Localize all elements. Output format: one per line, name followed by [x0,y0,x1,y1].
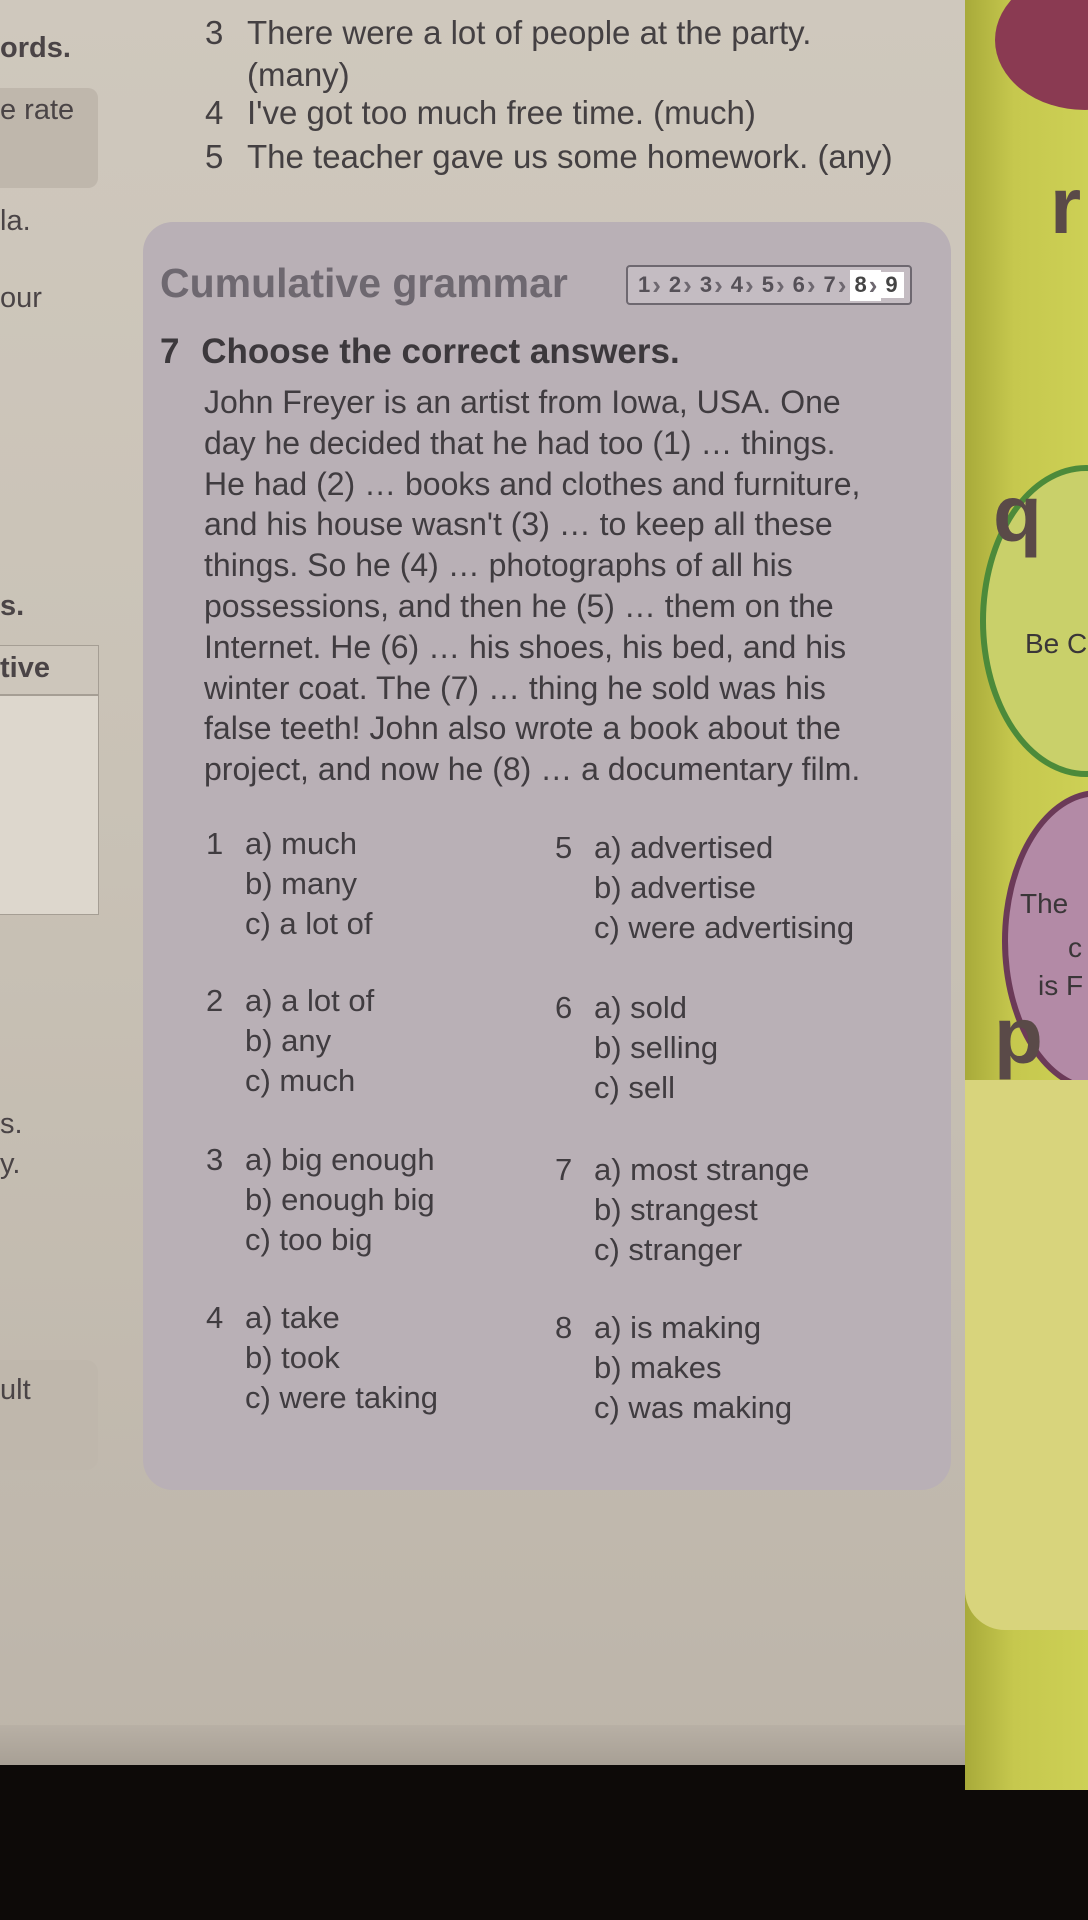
task-paragraph [204,382,924,790]
page-edge [0,1725,970,1765]
answer-option[interactable]: b) advertise [594,870,756,905]
right-text-2: The [1020,888,1069,919]
item-text: The teacher gave us some homework. (any) [247,138,893,175]
unit-step-current: 8 › [850,270,881,301]
unit-step: 4 › [727,270,758,301]
left-fragment: ult [0,1374,31,1406]
answer-option[interactable]: c) sell [594,1070,675,1105]
paragraph-line: and his house wasn't (3) … to keep all these [204,506,833,543]
answer-option[interactable]: b) selling [594,1030,719,1065]
letter-p: p [994,991,1043,1080]
item-text: (many) [247,56,350,93]
left-fragment: our [0,282,42,314]
answer-option[interactable]: c) were taking [245,1380,438,1415]
answer-option[interactable]: c) too big [245,1222,373,1257]
question-number: 2 [206,983,224,1018]
answer-option[interactable]: b) enough big [245,1182,435,1217]
paragraph-line: project, and now he (8) … a documentary film. [204,751,861,788]
unit-step: 7 › [820,270,851,301]
left-fragment: s. [0,590,25,622]
unit-step: 3 › [696,270,727,301]
left-fragment: y. [0,1148,21,1180]
letter-q: q [993,469,1042,558]
left-fragment: tive [0,652,50,684]
unit-step: 5 › [758,270,789,301]
question-number: 6 [555,990,573,1025]
paragraph-line: John Freyer is an artist from Iowa, USA. One [204,384,841,420]
unit-step: 2 › [665,270,696,301]
item-number: 5 [205,138,224,175]
cream-shape [965,1080,1088,1630]
paragraph-line: winter coat. The (7) … thing he sold was his [204,669,826,706]
item-number: 4 [205,94,224,131]
answer-option[interactable]: b) any [245,1023,332,1058]
task-number: 7 [160,332,180,371]
question-number: 8 [555,1310,573,1345]
answer-option[interactable]: a) take [245,1300,340,1335]
unit-step-next: 9 [881,272,903,298]
paragraph-line: day he decided that he had too (1) … things. [204,424,836,461]
answer-option[interactable]: b) makes [594,1350,722,1385]
right-text-3: c [1068,932,1082,963]
answer-option[interactable]: a) sold [594,990,688,1025]
item-text: There were a lot of people at the party. [247,14,812,51]
item-number: 3 [205,14,224,51]
paragraph-line: false teeth! John also wrote a book about the [204,710,841,747]
task-heading [160,332,680,372]
answer-option[interactable]: b) many [245,866,357,901]
unit-step: 1 › [634,270,665,301]
answer-option[interactable]: c) much [245,1063,356,1098]
left-fragment: s. [0,1108,23,1140]
answer-option[interactable]: a) much [245,826,357,861]
answer-option[interactable]: c) a lot of [245,906,373,941]
paragraph-line: He had (2) … books and clothes and furniture, [204,465,861,502]
item-text: I've got too much free time. (much) [247,94,756,131]
answer-option[interactable]: a) advertised [594,830,774,865]
letter-r: r [1050,161,1082,250]
answer-option[interactable]: a) is making [594,1310,762,1345]
question-number: 5 [555,830,573,865]
question-number: 4 [206,1300,224,1335]
task-instruction: Choose the correct answers. [201,332,680,371]
answer-option[interactable]: c) stranger [594,1232,743,1267]
right-text-4: is F [1038,970,1084,1001]
answer-option[interactable]: c) were advertising [594,910,855,945]
question-number: 7 [555,1152,573,1187]
left-fragment: la. [0,205,31,237]
left-table-box [0,645,99,915]
answer-option[interactable]: b) took [245,1340,340,1375]
answer-option[interactable]: b) strangest [594,1192,758,1227]
left-fragment: e rate [0,94,75,126]
left-fragment: ords. [0,32,71,64]
answer-option[interactable]: c) was making [594,1390,793,1425]
unit-progress [626,265,912,305]
paragraph-line: things. So he (4) … photographs of all his [204,547,793,584]
section-title: Cumulative grammar [160,260,568,306]
answer-option[interactable]: a) big enough [245,1142,435,1177]
paragraph-line: Internet. He (6) … his shoes, his bed, and his [204,628,847,665]
question-number: 3 [206,1142,224,1177]
unit-step: 6 › [789,270,820,301]
question-number: 1 [206,826,224,861]
right-text-1: Be C [1025,628,1088,659]
answer-option[interactable]: a) most strange [594,1152,810,1187]
answer-option[interactable]: a) a lot of [245,983,375,1018]
paragraph-line: possessions, and then he (5) … them on the [204,587,834,624]
